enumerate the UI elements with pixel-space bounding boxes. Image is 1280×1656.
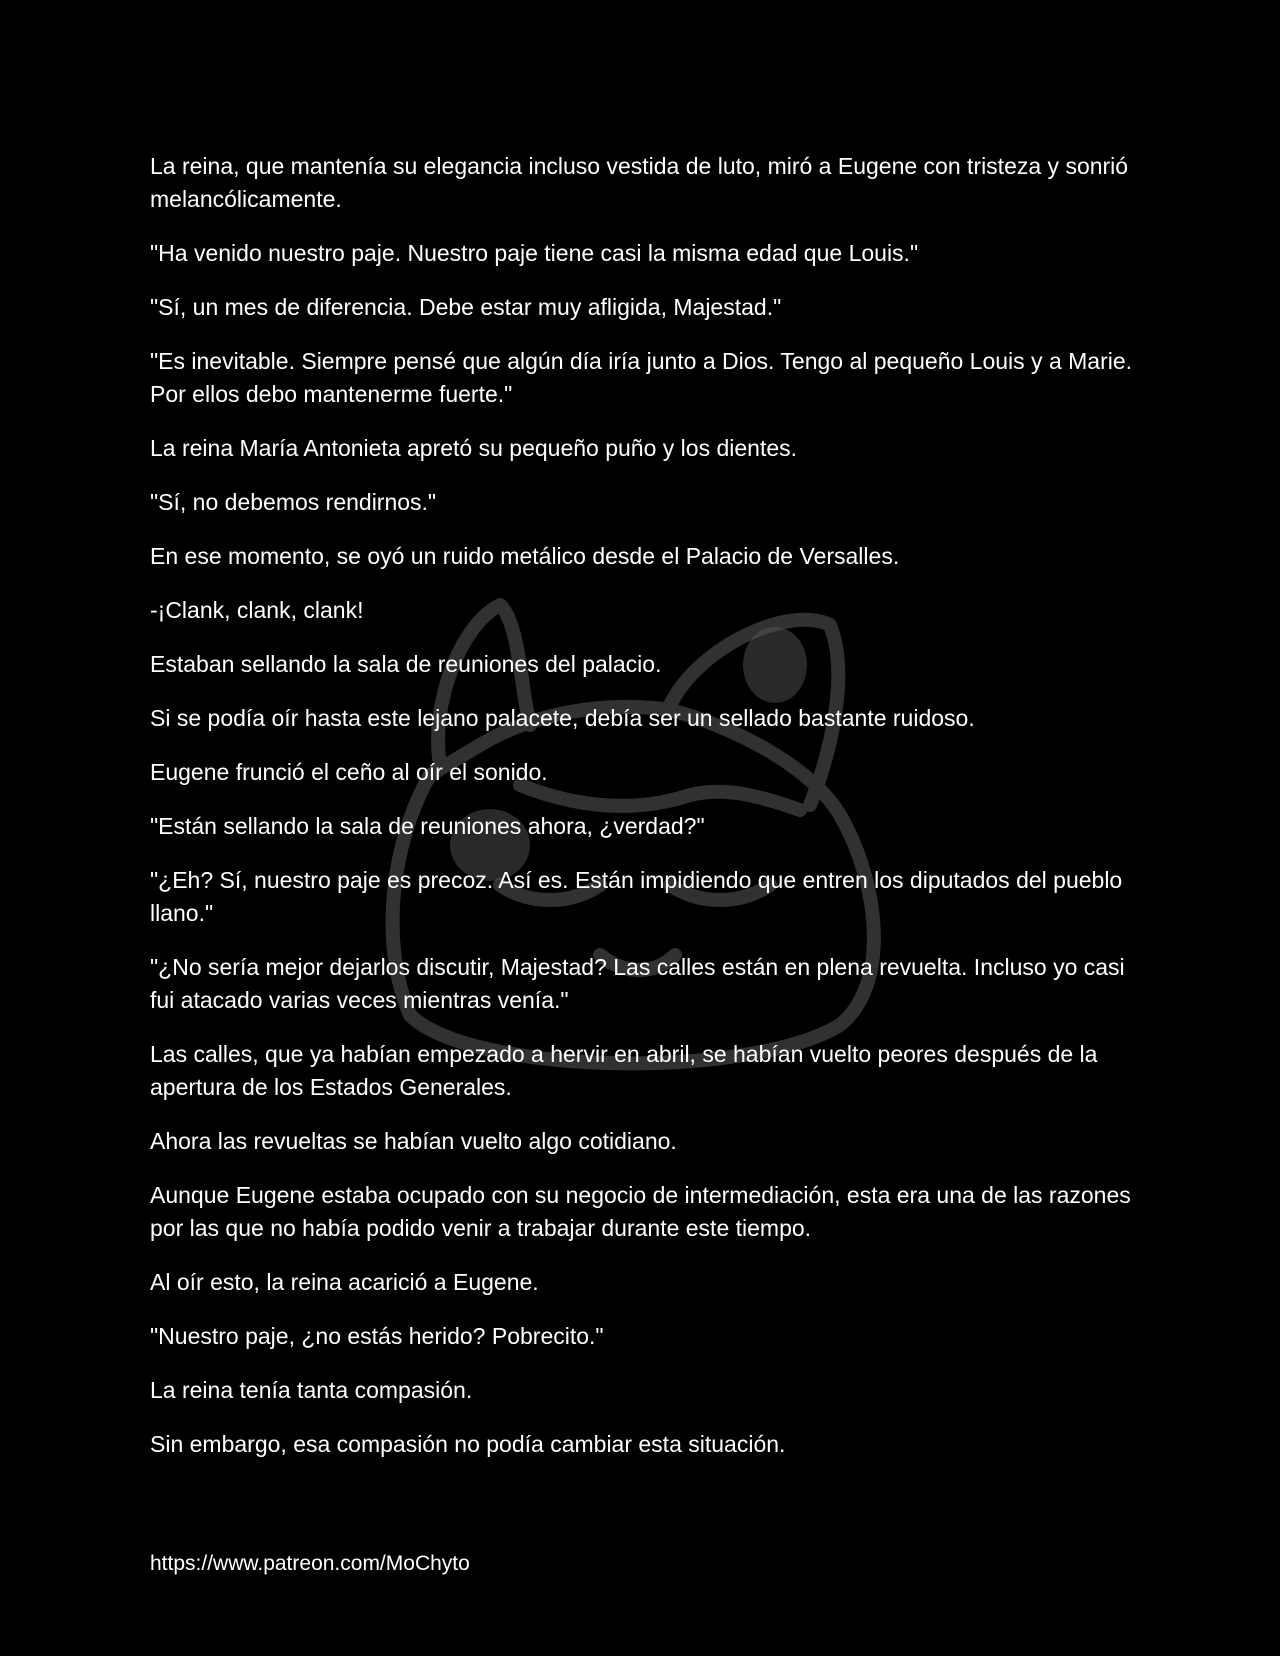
paragraph: Aunque Eugene estaba ocupado con su negocio de intermediación, esta era una de las razones por las que no había podido venir a trabajar durante este tiempo.	[150, 1182, 1131, 1241]
paragraph: En ese momento, se oyó un ruido metálico desde el Palacio de Versalles.	[150, 543, 900, 569]
patreon-link[interactable]: https://www.patreon.com/MoChyto	[150, 1552, 470, 1575]
paragraph: "¿No sería mejor dejarlos discutir, Majestad? Las calles están en plena revuelta. Incluso yo casi fui atacado varias veces mientras venía."	[150, 954, 1125, 1013]
paragraph: Sin embargo, esa compasión no podía cambiar esta situación.	[150, 1431, 786, 1457]
paragraph: Estaban sellando la sala de reuniones del palacio.	[150, 651, 662, 677]
paragraph: "Ha venido nuestro paje. Nuestro paje tiene casi la misma edad que Louis."	[150, 240, 919, 266]
paragraph: "Sí, no debemos rendirnos."	[150, 489, 437, 515]
paragraph: "¿Eh? Sí, nuestro paje es precoz. Así es. Están impidiendo que entren los diputados del pueblo llano."	[150, 867, 1123, 926]
paragraph: "Es inevitable. Siempre pensé que algún día iría junto a Dios. Tengo al pequeño Louis y a Marie. Por ellos debo mantenerme fuerte."	[150, 348, 1133, 407]
paragraph: "Sí, un mes de diferencia. Debe estar muy afligida, Majestad."	[150, 294, 782, 320]
paragraph: Ahora las revueltas se habían vuelto algo cotidiano.	[150, 1128, 677, 1154]
paragraph: "Están sellando la sala de reuniones ahora, ¿verdad?"	[150, 813, 705, 839]
paragraph: La reina, que mantenía su elegancia incluso vestida de luto, miró a Eugene con tristeza y sonrió melancólicamente.	[150, 153, 1129, 212]
paragraph: "Nuestro paje, ¿no estás herido? Pobrecito."	[150, 1323, 604, 1349]
paragraph: La reina tenía tanta compasión.	[150, 1377, 473, 1403]
paragraph: Las calles, que ya habían empezado a hervir en abril, se habían vuelto peores después de la apertura de los Estados Generales.	[150, 1041, 1098, 1100]
paragraph: Si se podía oír hasta este lejano palacete, debía ser un sellado bastante ruidoso.	[150, 705, 975, 731]
paragraph: -¡Clank, clank, clank!	[150, 597, 364, 623]
paragraph: La reina María Antonieta apretó su pequeño puño y los dientes.	[150, 435, 798, 461]
document-body	[150, 150, 1140, 1482]
paragraph: Eugene frunció el ceño al oír el sonido.	[150, 759, 548, 785]
paragraph: Al oír esto, la reina acarició a Eugene.	[150, 1269, 539, 1295]
